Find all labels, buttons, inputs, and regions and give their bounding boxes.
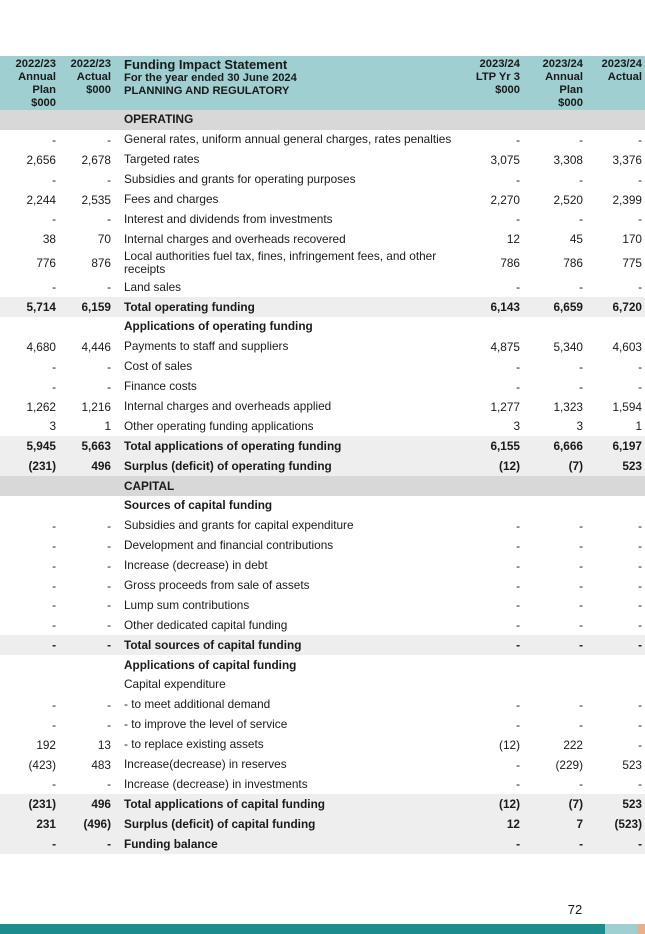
row-value: - [579, 379, 583, 394]
row-label: Increase (decrease) in investments [124, 776, 308, 791]
table-row [0, 337, 645, 357]
row-value: - [579, 538, 583, 553]
row-value: 1,594 [612, 399, 642, 414]
row-value: - [516, 757, 520, 772]
row-label: Gross proceeds from sale of assets [124, 578, 310, 593]
row-value: 70 [97, 232, 111, 247]
row-value: (12) [499, 797, 520, 812]
row-value [460, 675, 520, 695]
row-value [460, 110, 520, 130]
total-row [0, 456, 645, 476]
row-value: (229) [555, 757, 583, 772]
row-value: - [579, 697, 583, 712]
row-value [0, 675, 56, 695]
row-value: - [516, 837, 520, 852]
row-label: General rates, uniform annual general charges, rates penalties [124, 132, 452, 147]
table-row [0, 416, 645, 436]
row-value: - [638, 638, 642, 653]
row-value: 2,678 [81, 152, 111, 167]
row-label: Cost of sales [124, 359, 193, 374]
row-value: - [516, 618, 520, 633]
table-row [0, 170, 645, 190]
total-row [0, 794, 645, 814]
row-value: - [638, 379, 642, 394]
funding-impact-table [0, 56, 645, 854]
row-value: - [579, 280, 583, 295]
footer-bar [0, 924, 605, 934]
page-subtitle: For the year ended 30 June 2024 [124, 72, 297, 84]
row-value: 13 [97, 737, 111, 752]
row-value: 4,446 [81, 339, 111, 354]
row-value: - [52, 697, 56, 712]
table-header [0, 56, 645, 110]
table-row [0, 496, 645, 516]
row-label: Total applications of capital funding [124, 796, 325, 811]
row-value: - [52, 638, 56, 653]
row-value [524, 476, 583, 496]
row-value: - [638, 837, 642, 852]
total-row [0, 834, 645, 854]
row-label: Other operating funding applications [124, 418, 314, 433]
row-value: - [579, 837, 583, 852]
row-value [524, 675, 583, 695]
row-value: - [638, 212, 642, 227]
row-value [587, 476, 642, 496]
row-value [0, 476, 56, 496]
row-label: Other dedicated capital funding [124, 617, 288, 632]
header-col-2023-plan: 2023/24 Annual Plan $000 [542, 58, 583, 109]
row-value [0, 317, 56, 337]
row-value: 523 [622, 459, 642, 474]
row-value: - [107, 379, 111, 394]
row-value [60, 675, 111, 695]
row-label: Increase(decrease) in reserves [124, 757, 287, 772]
table-row [0, 595, 645, 615]
row-value: 45 [569, 232, 583, 247]
row-value: - [52, 212, 56, 227]
row-value: - [579, 777, 583, 792]
row-value [524, 317, 583, 337]
row-value: 1,216 [81, 399, 111, 414]
header-col-2023-actual: 2023/24 Actual [601, 58, 642, 83]
table-row [0, 755, 645, 775]
row-value: - [579, 598, 583, 613]
footer-bar-light [605, 924, 637, 934]
row-label: Development and financial contributions [124, 538, 334, 553]
row-value: - [107, 132, 111, 147]
row-value: 6,666 [553, 439, 583, 454]
row-value: - [107, 538, 111, 553]
row-label: Total applications of operating funding [124, 438, 342, 453]
row-value: (423) [28, 757, 56, 772]
row-value [60, 655, 111, 675]
row-value: 6,720 [612, 300, 642, 315]
row-value: 38 [42, 232, 56, 247]
row-value: - [638, 697, 642, 712]
row-value: 1,277 [490, 399, 520, 414]
table-row [0, 735, 645, 755]
row-value: - [516, 359, 520, 374]
row-value: 7 [576, 817, 583, 832]
row-value: 3,376 [612, 152, 642, 167]
row-value: 4,603 [612, 339, 642, 354]
row-value: - [579, 638, 583, 653]
row-value [460, 655, 520, 675]
row-value: 3 [49, 419, 56, 434]
row-value: - [516, 638, 520, 653]
row-value: - [579, 717, 583, 732]
table-row [0, 516, 645, 536]
row-value: 2,520 [553, 192, 583, 207]
group-title: PLANNING AND REGULATORY [124, 85, 290, 97]
table-row [0, 150, 645, 170]
row-label: Total sources of capital funding [124, 637, 302, 652]
row-value: 2,244 [26, 192, 56, 207]
row-value: 6,159 [81, 300, 111, 315]
row-value: 496 [91, 797, 111, 812]
row-value: - [516, 379, 520, 394]
row-value: - [579, 618, 583, 633]
row-value: 523 [622, 797, 642, 812]
row-value: - [516, 212, 520, 227]
row-value: (523) [614, 817, 642, 832]
row-label: Applications of capital funding [124, 657, 297, 672]
row-value: 2,270 [490, 192, 520, 207]
total-row [0, 297, 645, 317]
total-row [0, 436, 645, 456]
row-value: - [516, 697, 520, 712]
row-value: - [516, 132, 520, 147]
row-value: - [52, 172, 56, 187]
row-value [0, 496, 56, 516]
row-value: - [516, 777, 520, 792]
table-row [0, 397, 645, 417]
row-value: - [516, 538, 520, 553]
row-value: - [52, 538, 56, 553]
row-label: Subsidies and grants for capital expenditure [124, 518, 354, 533]
row-value [460, 496, 520, 516]
row-value [587, 675, 642, 695]
row-value: 12 [506, 817, 520, 832]
row-value: 12 [506, 232, 520, 247]
row-value: (7) [568, 459, 583, 474]
row-label: CAPITAL [124, 478, 175, 493]
row-value [587, 496, 642, 516]
row-value: 4,680 [26, 339, 56, 354]
row-value: - [52, 379, 56, 394]
header-col-2023-ltp: 2023/24 LTP Yr 3 $000 [475, 58, 520, 96]
row-value: - [52, 359, 56, 374]
row-value: - [107, 280, 111, 295]
row-label: Applications of operating funding [124, 319, 313, 334]
row-value: 3 [576, 419, 583, 434]
row-value: 3,308 [553, 152, 583, 167]
row-value: 1,323 [553, 399, 583, 414]
row-label: Internal charges and overheads recovered [124, 231, 346, 246]
row-value [60, 110, 111, 130]
table-row [0, 229, 645, 249]
row-value: - [516, 558, 520, 573]
row-value: 6,197 [612, 439, 642, 454]
row-value: 5,340 [553, 339, 583, 354]
row-value: 775 [622, 256, 642, 271]
row-value: 2,656 [26, 152, 56, 167]
table-row [0, 190, 645, 210]
row-value: - [107, 638, 111, 653]
header-col-2022-plan: 2022/23 Annual Plan $000 [15, 58, 56, 109]
table-row [0, 675, 645, 695]
row-value: - [579, 132, 583, 147]
row-label: Targeted rates [124, 152, 200, 167]
row-value: 876 [91, 256, 111, 271]
section-header-row [0, 110, 645, 130]
footer-bar-accent [637, 924, 645, 934]
header-col-2022-actual: 2022/23 Actual $000 [70, 58, 111, 96]
row-value: - [638, 777, 642, 792]
row-value [60, 496, 111, 516]
row-value: - [638, 518, 642, 533]
row-value: (12) [499, 737, 520, 752]
row-value: - [579, 212, 583, 227]
row-label: Land sales [124, 279, 182, 294]
row-label: Surplus (deficit) of capital funding [124, 816, 316, 831]
row-value: - [107, 518, 111, 533]
row-value: - [52, 837, 56, 852]
row-value: - [107, 578, 111, 593]
row-value: 776 [36, 256, 56, 271]
table-row [0, 277, 645, 297]
row-value: - [638, 538, 642, 553]
row-value: 231 [36, 817, 56, 832]
row-value: (231) [28, 797, 56, 812]
page-number: 72 [567, 902, 583, 917]
row-label: Local authorities fuel tax, fines, infringement fees, and other receipts [124, 249, 437, 277]
row-value: 6,659 [553, 300, 583, 315]
row-value: - [107, 598, 111, 613]
row-value [0, 110, 56, 130]
table-row [0, 536, 645, 556]
row-value: 3,075 [490, 152, 520, 167]
row-value: - [52, 578, 56, 593]
row-value: 192 [36, 737, 56, 752]
row-value: - [638, 598, 642, 613]
row-value: - [638, 618, 642, 633]
row-value: - [579, 578, 583, 593]
row-value: - [579, 518, 583, 533]
row-value [460, 317, 520, 337]
row-value: - [107, 359, 111, 374]
row-value: 786 [563, 256, 583, 271]
row-value: - [52, 777, 56, 792]
row-label: Funding balance [124, 836, 218, 851]
table-row [0, 775, 645, 795]
row-value: - [52, 717, 56, 732]
row-value: - [107, 717, 111, 732]
table-row [0, 317, 645, 337]
row-value: - [107, 618, 111, 633]
row-value [587, 655, 642, 675]
table-row [0, 249, 645, 277]
row-value: - [52, 518, 56, 533]
row-label: Sources of capital funding [124, 498, 273, 513]
row-value [60, 317, 111, 337]
row-value: - [516, 578, 520, 593]
total-row [0, 814, 645, 834]
row-value: 6,143 [490, 300, 520, 315]
row-value: 6,155 [490, 439, 520, 454]
row-value [460, 476, 520, 496]
row-value: (231) [28, 459, 56, 474]
row-value [587, 110, 642, 130]
row-value: - [516, 518, 520, 533]
section-header-row [0, 476, 645, 496]
row-value: - [638, 132, 642, 147]
row-label: Finance costs [124, 379, 197, 394]
row-value: - [52, 598, 56, 613]
row-value: - [579, 558, 583, 573]
row-value: - [107, 837, 111, 852]
row-value: - [107, 558, 111, 573]
table-row [0, 377, 645, 397]
row-value: 2,535 [81, 192, 111, 207]
row-value: 2,399 [612, 192, 642, 207]
row-value: - [52, 558, 56, 573]
row-label: Subsidies and grants for operating purposes [124, 172, 356, 187]
row-value: - [107, 212, 111, 227]
row-value: 5,945 [26, 439, 56, 454]
row-value: - [638, 172, 642, 187]
row-label: Payments to staff and suppliers [124, 339, 289, 354]
row-value: - [638, 359, 642, 374]
row-label: Increase (decrease) in debt [124, 558, 268, 573]
row-label: - to replace existing assets [124, 737, 264, 752]
row-label: Capital expenditure [124, 677, 226, 692]
table-body [0, 110, 645, 854]
table-row [0, 209, 645, 229]
table-row [0, 357, 645, 377]
row-value: 4,875 [490, 339, 520, 354]
row-value: 483 [91, 757, 111, 772]
row-value: 1 [104, 419, 111, 434]
row-label: OPERATING [124, 112, 194, 127]
row-value: (7) [568, 797, 583, 812]
row-value: 5,714 [26, 300, 56, 315]
row-value: - [638, 280, 642, 295]
row-label: Lump sum contributions [124, 597, 250, 612]
row-value [524, 110, 583, 130]
row-value: 523 [622, 757, 642, 772]
row-value: 3 [513, 419, 520, 434]
total-row [0, 635, 645, 655]
table-row [0, 695, 645, 715]
row-value: - [107, 172, 111, 187]
row-value: (12) [499, 459, 520, 474]
row-label: - to meet additional demand [124, 697, 271, 712]
row-value: - [52, 618, 56, 633]
row-value: - [516, 598, 520, 613]
row-value: 222 [563, 737, 583, 752]
row-value: - [579, 359, 583, 374]
row-value [524, 496, 583, 516]
row-value [60, 476, 111, 496]
row-label: Surplus (deficit) of operating funding [124, 458, 332, 473]
row-value: 170 [622, 232, 642, 247]
row-value: - [638, 558, 642, 573]
row-label: Fees and charges [124, 192, 219, 206]
row-value [524, 655, 583, 675]
row-value: - [516, 717, 520, 732]
row-label: - to improve the level of service [124, 717, 288, 732]
row-value [587, 317, 642, 337]
row-value: - [638, 578, 642, 593]
table-row [0, 715, 645, 735]
page-title: Funding Impact Statement [124, 57, 288, 72]
table-row [0, 130, 645, 150]
row-value: - [516, 172, 520, 187]
row-label: Internal charges and overheads applied [124, 399, 332, 414]
table-row [0, 576, 645, 596]
row-value: - [516, 280, 520, 295]
table-row [0, 615, 645, 635]
table-row [0, 655, 645, 675]
row-label: Interest and dividends from investments [124, 211, 333, 226]
row-value: 786 [500, 256, 520, 271]
row-value: - [52, 132, 56, 147]
row-value: 1 [635, 419, 642, 434]
row-label: Total operating funding [124, 299, 255, 314]
row-value: 496 [91, 459, 111, 474]
table-row [0, 556, 645, 576]
header-title-block [124, 58, 297, 98]
row-value: - [579, 172, 583, 187]
row-value: - [107, 777, 111, 792]
row-value: 5,663 [81, 439, 111, 454]
row-value: 1,262 [26, 399, 56, 414]
row-value: - [638, 717, 642, 732]
row-value: - [107, 697, 111, 712]
row-value: - [638, 737, 642, 752]
row-value: - [52, 280, 56, 295]
row-value: (496) [83, 817, 111, 832]
row-value [0, 655, 56, 675]
